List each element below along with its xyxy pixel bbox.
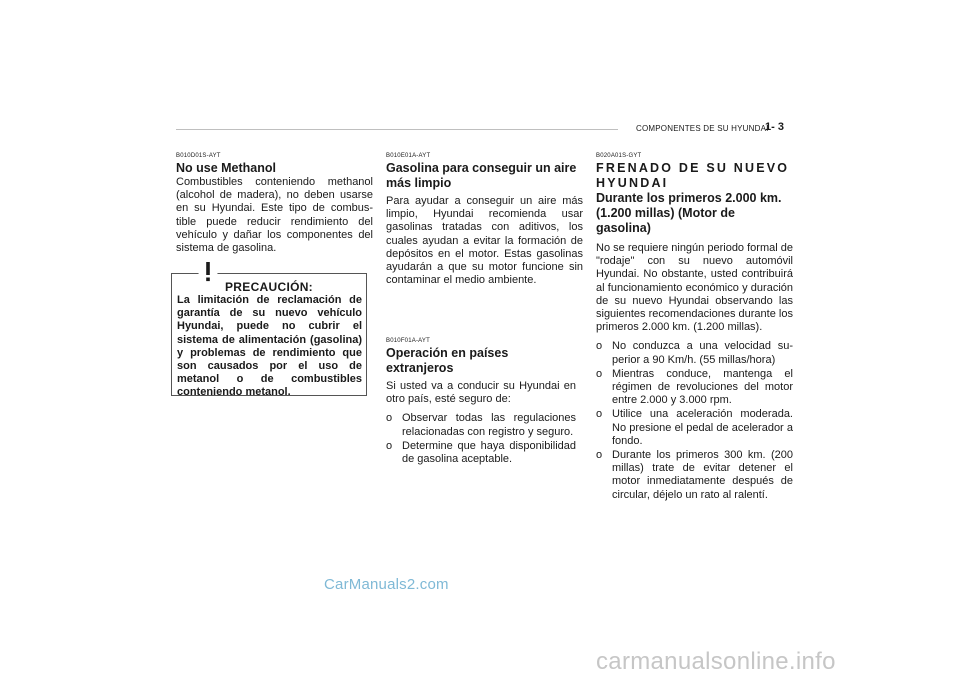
column-foreign-countries: [386, 338, 576, 467]
bullet-mark: o: [386, 412, 393, 425]
list-item-text: No conduzca a una velocidad su- perior a 90 Km/h. (55 millas/hora): [612, 340, 793, 366]
list-item: [596, 368, 793, 408]
bullet-mark: o: [386, 439, 393, 452]
bullet-mark: o: [596, 340, 603, 353]
page-number: 1- 3: [765, 121, 784, 133]
caution-box: [171, 273, 367, 399]
caution-body: La limitación de reclamación de garantía de su nuevo vehículo Hyundai, puede no cubrir el sistema de alimentación (gasolina) y problemas de rendimiento que son causados por el uso de metanol o de combustibles conteniendo metanol.: [177, 294, 362, 399]
section-title: COMPONENTES DE SU HYUNDAI: [636, 124, 769, 133]
list-item-text: Determine que haya disponibilidad de gasolina aceptable.: [402, 439, 576, 466]
section-subtitle-break-in: Durante los primeros 2.000 km. (1.200 millas) (Motor de gasolina): [596, 191, 782, 235]
list-item-text: Mientras conduce, mantenga el régimen de revoluciones del motor entre 2.000 y 3.000 rpm.: [612, 367, 793, 407]
column-break-in: [596, 153, 793, 503]
bullet-mark: o: [596, 449, 603, 462]
bullet-mark: o: [596, 408, 603, 421]
list-item: [596, 340, 793, 366]
list-item-text: Observar todas las regulaciones relacionadas con registro y seguro.: [402, 412, 576, 438]
section-code: B010F01A-AYT: [386, 338, 430, 344]
column-methanol: [176, 153, 373, 255]
bullet-list: [386, 412, 576, 466]
header-rule: [176, 129, 618, 130]
list-item-text: Durante los primeros 300 km. (200 millas) trate de evitar detener el motor inmediatamente después de circular, déjelo un rato al ralentí.: [612, 449, 793, 501]
list-item: [386, 440, 576, 466]
section-code: B010D01S-AYT: [176, 153, 221, 159]
section-body-methanol: Combustibles conteniendo methanol (alcohol de madera), no deben usarse en su Hyundai. Este tipo de combus- tible puede reducir rendimiento del vehículo y dañar los componentes del sistema de gasolina.: [176, 176, 373, 255]
column-clean-air: [386, 153, 583, 287]
list-item: [386, 412, 576, 438]
section-body-foreign: Si usted va a conducir su Hyundai en otro país, esté seguro de:: [386, 380, 576, 406]
caution-heading: PRECAUCIÓN:: [225, 280, 313, 294]
bullet-mark: o: [596, 367, 603, 380]
section-body-clean-air: Para ayudar a conseguir un aire más limpio, Hyundai recomienda usar gasolinas tratadas con aditivos, los cuales ayudan a evitar la formación de depósitos en el motor. Estas gasolinas ayudarán a que su motor funcione sin contaminar el medio ambiente.: [386, 195, 583, 287]
section-title-break-in: FRENADO DE SU NUEVO HYUNDAI: [596, 161, 790, 190]
warning-triangle-icon: [193, 256, 223, 284]
section-code: B010E01A-AYT: [386, 153, 431, 159]
watermark-link-left[interactable]: CarManuals2.com: [324, 576, 449, 593]
bullet-list: [596, 340, 793, 501]
list-item-text: Utilice una aceleración moderada. No presione el pedal de acelerador a fondo.: [612, 408, 793, 447]
list-item: [596, 449, 793, 502]
section-code: B020A01S-GYT: [596, 153, 642, 159]
section-title-methanol: No use Methanol: [176, 161, 277, 175]
section-body-break-in: No se requiere ningún periodo formal de "rodaje" con su nuevo automóvil Hyundai. No obstante, usted contribuirá al funcionamiento económico y duración de su nuevo Hyundai observando las siguientes recomendaciones durante los primeros 2.000 km. (1.200 millas).: [596, 242, 793, 334]
list-item: [596, 408, 793, 448]
watermark-link-right[interactable]: carmanualsonline.info: [596, 648, 836, 675]
section-title-foreign: Operación en países extranjeros: [386, 346, 509, 375]
section-title-clean-air: Gasolina para conseguir un aire más limpio: [386, 161, 577, 190]
